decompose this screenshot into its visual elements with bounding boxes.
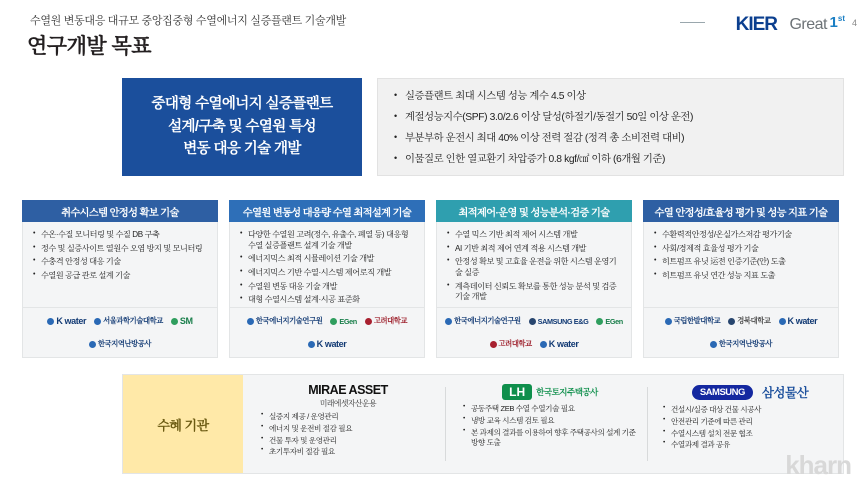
- beneficiary-bullets: [463, 404, 637, 448]
- watermark: kharn: [785, 450, 851, 480]
- logo-mark-icon: [529, 318, 536, 325]
- partner-logo: [596, 317, 622, 326]
- partner-logo-label: 한국지역난방공사: [718, 339, 773, 348]
- partner-logo-label: 고려대학교: [498, 339, 532, 348]
- column-body: [436, 222, 632, 308]
- samsung-logo: [663, 383, 837, 402]
- page-number: 4: [851, 18, 857, 28]
- list-item: • 수온·수질 모니터링 및 수질 DB 구축: [33, 230, 209, 241]
- list-item: • 에너지믹스 최적 시뮬레이션 기술 개발: [240, 254, 416, 265]
- list-item: • 수환력적안정성/온실가스저감 평가기술: [654, 230, 830, 241]
- partner-logo: [171, 316, 193, 326]
- column-logos: [229, 308, 425, 358]
- list-item: • 건물 투자 및 운영관리: [261, 436, 435, 446]
- logo-mark-icon: [665, 318, 672, 325]
- list-item: • AI 기반 최적 제어 연계 적용 시스템 개발: [447, 244, 623, 255]
- list-item: • 실증플랜트 최대 시스템 성능 계수 4.5 이상: [394, 90, 829, 104]
- list-item: • 건설시/실증 대상 건물 시공사: [663, 405, 837, 415]
- tech-column-2: [229, 200, 425, 358]
- column-bullets: [240, 230, 416, 306]
- list-item: • 사회/경제적 효율성 평가 기술: [654, 244, 830, 255]
- column-body: [229, 222, 425, 308]
- partner-logo: [728, 316, 770, 326]
- partner-logo-label: 한국에너지기술연구원: [255, 316, 323, 325]
- logo-mark-icon: [540, 341, 547, 348]
- list-item: • 이물질로 인한 열교환기 차압증가 0.8 kgf/㎠ 이하 (6개월 기준): [394, 153, 829, 167]
- list-item: • 에너지믹스 기반 수열·시스템 제어로직 개발: [240, 268, 416, 279]
- list-item: • 안전관리 기준에 따른 관리: [663, 417, 837, 427]
- column-header: 최적제어·운영 및 성능분석·검증 기술: [436, 200, 632, 222]
- list-item: • 본 과제의 결과를 이용하여 향후 주택공사의 설계 기준 방향 도출: [463, 428, 637, 449]
- list-item: • 초기투자비 절감 필요: [261, 447, 435, 457]
- page-header: [0, 0, 865, 58]
- column-header: 취수시스템 안정성 확보 기술: [22, 200, 218, 222]
- beneficiary-cell-lh: [453, 375, 643, 473]
- banner-bullet-list: [377, 78, 844, 176]
- list-item: • 수열시스템 설치 전문 협조: [663, 429, 837, 439]
- partner-logo-label: K water: [787, 316, 818, 326]
- column-bullets: [447, 230, 623, 303]
- partner-logo: [445, 316, 521, 326]
- partner-logo: [47, 316, 86, 326]
- samsung-logo-badge: SAMSUNG: [692, 385, 753, 400]
- column-bullets: [33, 230, 209, 282]
- partner-logo-label: 한국지역난방공사: [97, 339, 152, 348]
- column-header: 수열 안정성/효율성 평가 및 성능 지표 기술: [643, 200, 839, 222]
- samsung-logo-label: 삼성물산: [761, 386, 809, 400]
- column-bullets: [654, 230, 830, 282]
- column-logos: [436, 308, 632, 358]
- logo-mark-icon: [247, 318, 254, 325]
- header-subtitle: 수열원 변동대응 대규모 중앙집중형 수열에너지 실증플랜트 기술개발: [30, 15, 346, 27]
- partner-logo-label: 경북대학교: [737, 316, 771, 325]
- list-item: • 히트펌프 유닛 연간 성능 지표 도출: [654, 271, 830, 282]
- partner-logo-label: 국립한발대학교: [673, 316, 721, 325]
- logo-mark-icon: [490, 341, 497, 348]
- list-item: • 수열 믹스 기반 최적 제어 시스템 개발: [447, 230, 623, 241]
- column-body: [22, 222, 218, 308]
- partner-logo-label: SM: [179, 316, 193, 326]
- partner-logo: [490, 339, 532, 349]
- partner-logo: [308, 339, 347, 349]
- partner-logo-label: K water: [56, 316, 87, 326]
- list-item: • 대형 수열시스템 설계·시공 표준화: [240, 295, 416, 306]
- tech-column-4: [643, 200, 839, 358]
- panel-divider: [647, 387, 648, 461]
- logo-mark-icon: [330, 318, 337, 325]
- partner-logo: [94, 316, 163, 326]
- first-logo-text: [830, 14, 845, 31]
- list-item: • 에너지 및 운전비 절감 필요: [261, 424, 435, 434]
- mirae-asset-logo-main: MIRAE ASSET: [308, 383, 388, 397]
- partner-logo-label: 한국에너지기술연구원: [454, 316, 521, 325]
- list-item: • 히트펌프 유닛 运전 인증기준(안) 도출: [654, 257, 830, 268]
- partner-logo-label: K water: [548, 339, 579, 349]
- list-item: • 실증지 제공 / 운영관리: [261, 412, 435, 422]
- banner-blue-title: 중대형 수열에너지 실증플랜트 설계/구축 및 수열원 특성 변동 대응 기술 개발: [122, 78, 362, 176]
- logo-mark-icon: [445, 318, 452, 325]
- column-header: 수열원 변동성 대응량 수열 최적설계 기술: [229, 200, 425, 222]
- list-item: • 부분부하 운전시 최대 40% 이상 전력 절감 (정격 총 소비전력 대비): [394, 132, 829, 146]
- column-logos: [643, 308, 839, 358]
- tech-column-3: [436, 200, 632, 358]
- list-item: • 안정성 확보 및 고효율 운전을 위한 시스템 운영기술 실증: [447, 257, 623, 278]
- page-title: 연구개발 목표: [27, 35, 152, 58]
- list-item: • 정수 및 실증사이트 열원수 오염 방지 및 모니터링: [33, 244, 209, 255]
- partner-logo-label: EGen: [605, 316, 623, 326]
- technology-columns: [22, 200, 846, 360]
- partner-logo-label: 서울과학기술대학교: [103, 316, 163, 325]
- lh-logo-badge: LH: [502, 384, 532, 400]
- list-item: • 수충격 안정성 대응 기술: [33, 257, 209, 268]
- first-logo-number: 1: [829, 14, 838, 31]
- beneficiary-label: 수혜 기관: [123, 375, 243, 473]
- partner-logo: [365, 316, 407, 326]
- list-item: • 계측데이터 신뢰도 확보를 통한 성능 분석 및 검증 기술 개발: [447, 282, 623, 303]
- beneficiary-panel: [122, 374, 844, 474]
- logo-mark-icon: [596, 318, 603, 325]
- partner-logo: [529, 317, 589, 326]
- logo-mark-icon: [89, 341, 96, 348]
- partner-logo: [710, 339, 772, 349]
- logo-mark-icon: [47, 318, 54, 325]
- beneficiary-bullets: [261, 412, 435, 458]
- logo-mark-icon: [94, 318, 101, 325]
- partner-logo: [89, 339, 151, 349]
- great-logo-text: Great: [789, 16, 827, 33]
- objective-banner: [122, 78, 844, 176]
- mirae-asset-logo-sub: 미래에셋자산운용: [319, 399, 377, 408]
- logo-mark-icon: [365, 318, 372, 325]
- column-logos: [22, 308, 218, 358]
- column-body: [643, 222, 839, 308]
- beneficiary-bullets: [663, 405, 837, 451]
- kier-logo: KIER: [735, 14, 777, 35]
- list-item: • 공동주택 ZEB 수열 수열기술 필요: [463, 404, 637, 414]
- logo-mark-icon: [728, 318, 735, 325]
- logo-mark-icon: [710, 341, 717, 348]
- mirae-asset-logo: [261, 383, 435, 409]
- list-item: • 계절성능지수(SPF) 3.0/2.6 이상 달성(하절기/동절기 50일 이상 운전): [394, 111, 829, 125]
- list-item: • 수열원 공급 관로 설계 기술: [33, 271, 209, 282]
- lh-logo-label: 한국토지주택공사: [536, 386, 598, 397]
- logo-mark-icon: [779, 318, 786, 325]
- partner-logo: [247, 316, 323, 326]
- partner-logo: [540, 339, 579, 349]
- list-item: • 다양한 수열원 고려(정수, 유출수, 폐열 등) 대응형 수열 실증플랜트 설계 기술 개발: [240, 230, 416, 251]
- list-item: • 수열원 변동 대응 기술 개발: [240, 282, 416, 293]
- header-divider: [680, 22, 705, 23]
- partner-logo-label: EGen: [339, 316, 357, 326]
- partner-logo: [330, 317, 356, 326]
- lh-logo: [463, 383, 637, 401]
- first-logo-suffix: st: [837, 14, 845, 23]
- logo-mark-icon: [308, 341, 315, 348]
- partner-logo-label: 고려대학교: [373, 316, 408, 325]
- partner-logo: [779, 316, 818, 326]
- beneficiary-cell-mirae: [251, 375, 441, 473]
- banner-bullets: [394, 90, 829, 167]
- partner-logo-label: K water: [316, 339, 347, 349]
- logo-mark-icon: [171, 318, 178, 325]
- panel-divider: [445, 387, 446, 461]
- tech-column-1: [22, 200, 218, 358]
- partner-logo: [665, 316, 721, 326]
- list-item: • 냉방 교육 시스템 검토 필요: [463, 416, 637, 426]
- list-item: • 수열과제 결과 공유: [663, 440, 837, 450]
- partner-logo-label: SAMSUNG E&G: [537, 316, 589, 326]
